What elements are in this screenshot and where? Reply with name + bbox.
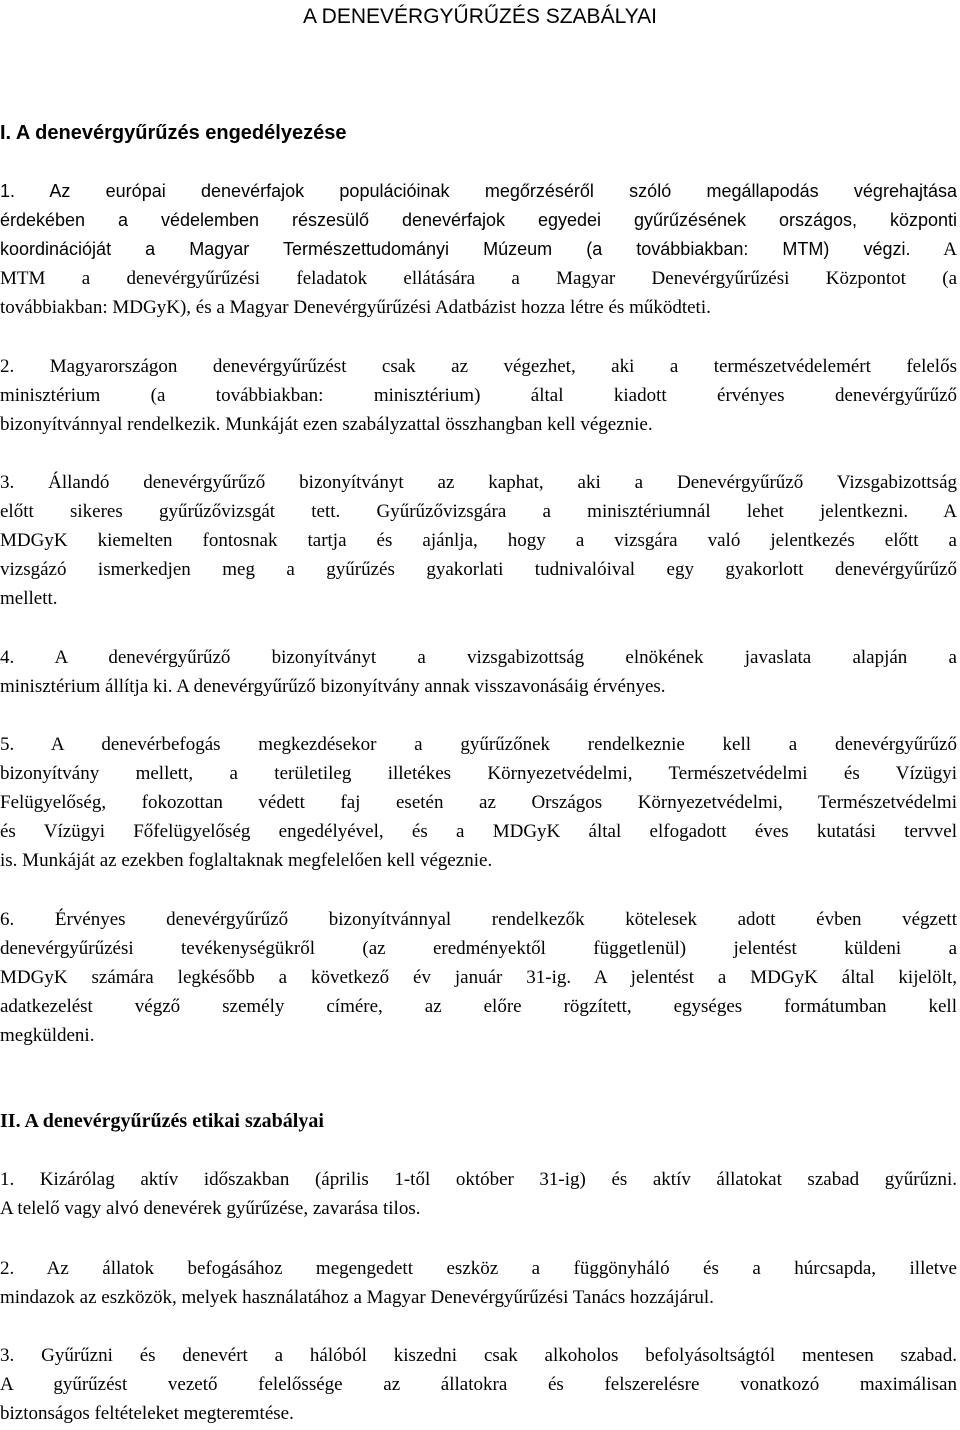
paragraph-line: 4. A denevérgyűrűző bizonyítványt a vizsgabizottság elnökének javaslata alapján a xyxy=(0,647,957,668)
paragraph-line: 1. Kizárólag aktív időszakban (április 1-től október 31-ig) és aktív állatokat szabad gyűrűzni. xyxy=(0,1169,957,1190)
paragraph-line: MTM a denevérgyűrűzési feladatok ellátására a Magyar Denevérgyűrűzési Központot (a xyxy=(0,268,957,289)
paragraph-1-5 xyxy=(0,730,957,875)
paragraph-line: előtt sikeres gyűrűzővizsgát tett. Gyűrűzővizsgára a minisztériumnál lehet jelentkezni. A xyxy=(0,501,957,522)
section-heading-2: II. A denevérgyűrűzés etikai szabályai xyxy=(0,1110,324,1132)
paragraph-1-2 xyxy=(0,352,957,439)
paragraph-line: 2. Magyarországon denevérgyűrűzést csak az végezhet, aki a természetvédelemért felelős xyxy=(0,356,957,377)
document-title: A DENEVÉRGYŰRŰZÉS SZABÁLYAI xyxy=(303,5,657,28)
paragraph-line: minisztérium (a továbbiakban: minisztérium) által kiadott érvényes denevérgyűrűző xyxy=(0,385,957,406)
paragraph-line: 6. Érvényes denevérgyűrűző bizonyítvánnyal rendelkezők kötelesek adott évben végzett xyxy=(0,909,957,930)
paragraph-line-tail: A xyxy=(943,239,958,260)
paragraph-1-1 xyxy=(0,177,957,322)
paragraph-line: továbbiakban: MDGyK), és a Magyar Denevérgyűrűzési Adatbázist hozza létre és működteti. xyxy=(0,297,711,318)
paragraph-line: 3. Gyűrűzni és denevért a hálóból kiszedni csak alkoholos befolyásoltságtól mentesen szabad. xyxy=(0,1345,957,1366)
paragraph-line: bizonyítvánnyal rendelkezik. Munkáját ezen szabályzattal összhangban kell végeznie. xyxy=(0,414,653,435)
paragraph-line: Felügyelőség, fokozottan védett faj esetén az Országos Környezetvédelmi, Természetvédelmi xyxy=(0,792,957,813)
paragraph-line: megküldeni. xyxy=(0,1025,95,1046)
paragraph-line: biztonságos feltételeket megteremtése. xyxy=(0,1403,294,1424)
paragraph-2-3 xyxy=(0,1341,957,1428)
paragraph-line: 3. Állandó denevérgyűrűző bizonyítványt az kaphat, aki a Denevérgyűrűző Vizsgabizottság xyxy=(0,472,957,493)
paragraph-line: A telelő vagy alvó denevérek gyűrűzése, zavarása tilos. xyxy=(0,1198,421,1219)
paragraph-line xyxy=(0,235,957,264)
section-heading-1: I. A denevérgyűrűzés engedélyezése xyxy=(0,122,347,144)
paragraph-1-3 xyxy=(0,468,957,613)
paragraph-line: érdekében a védelemben részesülő denevérfajok egyedei gyűrűzésének országos, központi xyxy=(0,210,957,230)
paragraph-line: adatkezelést végző személy címére, az előre rögzített, egységes formátumban kell xyxy=(0,996,957,1017)
paragraph-line: A gyűrűzést vezető felelőssége az állatokra és felszerelésre vonatkozó maximálisan xyxy=(0,1374,957,1395)
paragraph-line: 2. Az állatok befogásához megengedett eszköz a függönyháló és a húrcsapda, illetve xyxy=(0,1258,957,1279)
paragraph-line: és Vízügyi Főfelügyelőség engedélyével, és a MDGyK által elfogadott éves kutatási tervvel xyxy=(0,821,957,842)
paragraph-line: mindazok az eszközök, melyek használatához a Magyar Denevérgyűrűzési Tanács hozzájárul. xyxy=(0,1287,714,1308)
paragraph-line: bizonyítvány mellett, a területileg illetékes Környezetvédelmi, Természetvédelmi és Vízügyi xyxy=(0,763,957,784)
paragraph-line: minisztérium állítja ki. A denevérgyűrűző bizonyítvány annak visszavonásáig érvényes. xyxy=(0,676,666,697)
paragraph-1-4 xyxy=(0,643,957,701)
paragraph-line-sans-part: koordinációját a Magyar Természettudományi Múzeum (a továbbiakban: MTM) végzi. xyxy=(0,239,911,259)
paragraph-line: vizsgázó ismerkedjen meg a gyűrűzés gyakorlati tudnivalóival egy gyakorlott denevérgyűrűző xyxy=(0,559,957,580)
paragraph-line: 1. Az európai denevérfajok populációinak megőrzéséről szóló megállapodás végrehajtása xyxy=(0,181,957,201)
paragraph-line: MDGyK kiemelten fontosnak tartja és ajánlja, hogy a vizsgára való jelentkezés előtt a xyxy=(0,530,957,551)
paragraph-2-2 xyxy=(0,1254,957,1312)
paragraph-line: denevérgyűrűzési tevékenységükről (az eredményektől függetlenül) jelentést küldeni a xyxy=(0,938,957,959)
paragraph-1-6 xyxy=(0,905,957,1050)
paragraph-line: mellett. xyxy=(0,588,58,609)
paragraph-2-1 xyxy=(0,1165,957,1223)
paragraph-line: MDGyK számára legkésőbb a következő év január 31-ig. A jelentést a MDGyK által kijelölt, xyxy=(0,967,957,988)
paragraph-line: 5. A denevérbefogás megkezdésekor a gyűrűzőnek rendelkeznie kell a denevérgyűrűző xyxy=(0,734,957,755)
paragraph-line: is. Munkáját az ezekben foglaltaknak megfelelően kell végeznie. xyxy=(0,850,493,871)
